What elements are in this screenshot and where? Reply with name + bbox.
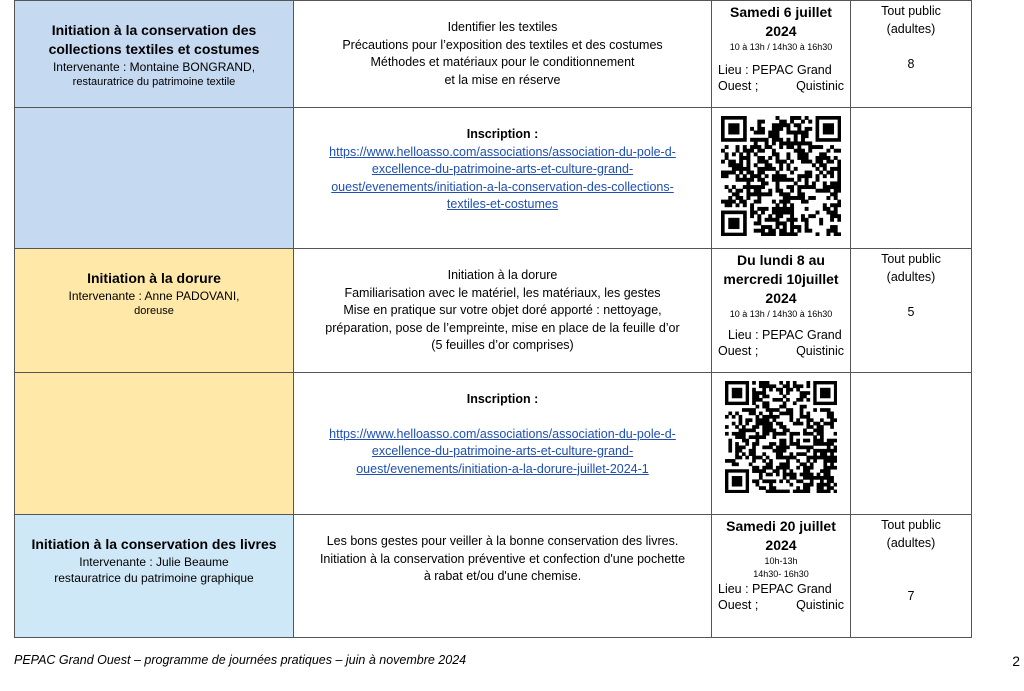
location-line: Ouest ; Quistinic — [718, 598, 844, 612]
participant-count: 5 — [907, 305, 915, 319]
description-cell — [294, 515, 712, 638]
qr-cell — [712, 108, 851, 249]
description-line: préparation, pose de l’empreinte, mise en place de la feuille d’or — [325, 320, 680, 335]
empty-cell — [851, 108, 972, 249]
speaker-role: doreuse — [134, 305, 174, 317]
workshop-title: Initiation à la dorure — [87, 270, 221, 286]
location-line: Lieu : PEPAC Grand — [718, 63, 832, 77]
description-line: Identifier les textiles — [447, 20, 558, 34]
description-cell — [294, 249, 712, 373]
table-row — [15, 249, 972, 373]
audience-line: Tout public — [881, 4, 941, 18]
hours: 10h-13h — [764, 556, 798, 566]
speaker: Intervenante : Julie Beaume — [79, 555, 229, 569]
workshop-title-cell — [15, 515, 294, 638]
location-line: Ouest ; Quistinic — [718, 79, 844, 93]
inscription-cell — [294, 373, 712, 515]
location-line: Lieu : PEPAC Grand — [718, 582, 832, 596]
qr-cell — [712, 373, 851, 515]
date-line: 2024 — [765, 537, 797, 553]
workshop-title-cell — [15, 373, 294, 515]
inscription-label: Inscription : — [466, 127, 539, 141]
date-cell — [712, 515, 851, 638]
date-cell — [712, 1, 851, 108]
date-cell — [712, 249, 851, 373]
audience-line: Tout public — [881, 518, 941, 532]
audience-line: (adultes) — [886, 269, 936, 284]
hours: 10 à 13h / 14h30 à 16h30 — [729, 309, 833, 319]
program-table — [14, 0, 972, 638]
description-line: et la mise en réserve — [444, 72, 561, 87]
page-number: 2 — [1012, 653, 1020, 669]
date-line: mercredi 10juillet — [723, 271, 839, 287]
participant-count: 8 — [907, 57, 915, 71]
workshop-title: Initiation à la conservation des collections textiles et costumes — [48, 22, 260, 57]
description-line: (5 feuilles d’or comprises) — [431, 338, 574, 352]
qr-code-icon[interactable] — [725, 381, 837, 493]
registration-link[interactable]: https://www.helloasso.com/associations/association-du-pole-d- excellence-du-patrimoine-arts-et-culture-grand- ouest/evenements/initiation-a-la-dorure-juillet-2024-1 — [329, 426, 676, 476]
participant-count: 7 — [907, 589, 915, 603]
description-line: Mise en pratique sur votre objet doré apporté : nettoyage, — [343, 303, 662, 317]
inscription-cell — [294, 108, 712, 249]
workshop-title-cell — [15, 249, 294, 373]
hours: 10 à 13h / 14h30 à 16h30 — [729, 42, 833, 52]
table-row — [15, 515, 972, 638]
date-line: 2024 — [765, 23, 797, 39]
qr-code-icon[interactable] — [721, 116, 841, 236]
audience-line: (adultes) — [886, 21, 936, 36]
description-line: Les bons gestes pour veiller à la bonne conservation des livres. — [326, 534, 679, 548]
date-line: Samedi 20 juillet — [726, 518, 836, 534]
page-footer: PEPAC Grand Ouest – programme de journées pratiques – juin à novembre 2024 — [14, 653, 467, 667]
table-row — [15, 108, 972, 249]
audience-line: (adultes) — [886, 535, 936, 550]
table-row — [15, 373, 972, 515]
location-line: Lieu : PEPAC Grand — [728, 328, 842, 342]
inscription-label: Inscription : — [466, 392, 539, 406]
audience-cell — [851, 249, 972, 373]
audience-line: Tout public — [881, 252, 941, 266]
description-cell — [294, 1, 712, 108]
empty-cell — [851, 373, 972, 515]
workshop-title-cell — [15, 1, 294, 108]
date-line: Samedi 6 juillet — [730, 4, 832, 20]
audience-cell — [851, 1, 972, 108]
hours: 14h30- 16h30 — [753, 569, 809, 579]
description-line: Initiation à la dorure — [447, 268, 558, 282]
date-line: Du lundi 8 au — [737, 252, 825, 268]
speaker-role: restauratrice du patrimoine graphique — [54, 571, 254, 585]
speaker: Intervenante : Anne PADOVANI, — [68, 289, 240, 303]
location-line: Ouest ; Quistinic — [718, 344, 844, 358]
registration-link[interactable]: https://www.helloasso.com/associations/association-du-pole-d- excellence-du-patrimoine-arts-et-culture-grand- ouest/evenements/initiation-a-la-conservation-des-collections- textiles-et-costumes — [329, 144, 676, 211]
description-line: Précautions pour l’exposition des textiles et des costumes — [342, 37, 663, 52]
workshop-title-cell — [15, 108, 294, 249]
workshop-title: Initiation à la conservation des livres — [31, 536, 277, 552]
description-line: Méthodes et matériaux pour le conditionnement — [370, 55, 635, 69]
description-line: Initiation à la conservation préventive et confection d'une pochette — [319, 551, 686, 566]
speaker: Intervenante : Montaine BONGRAND, — [52, 60, 256, 74]
speaker-role: restauratrice du patrimoine textile — [72, 76, 236, 88]
table-row — [15, 1, 972, 108]
audience-cell — [851, 515, 972, 638]
description-line: Familiarisation avec le matériel, les matériaux, les gestes — [344, 285, 661, 300]
description-line: à rabat et/ou d'une chemise. — [423, 569, 582, 583]
date-line: 2024 — [765, 290, 797, 306]
